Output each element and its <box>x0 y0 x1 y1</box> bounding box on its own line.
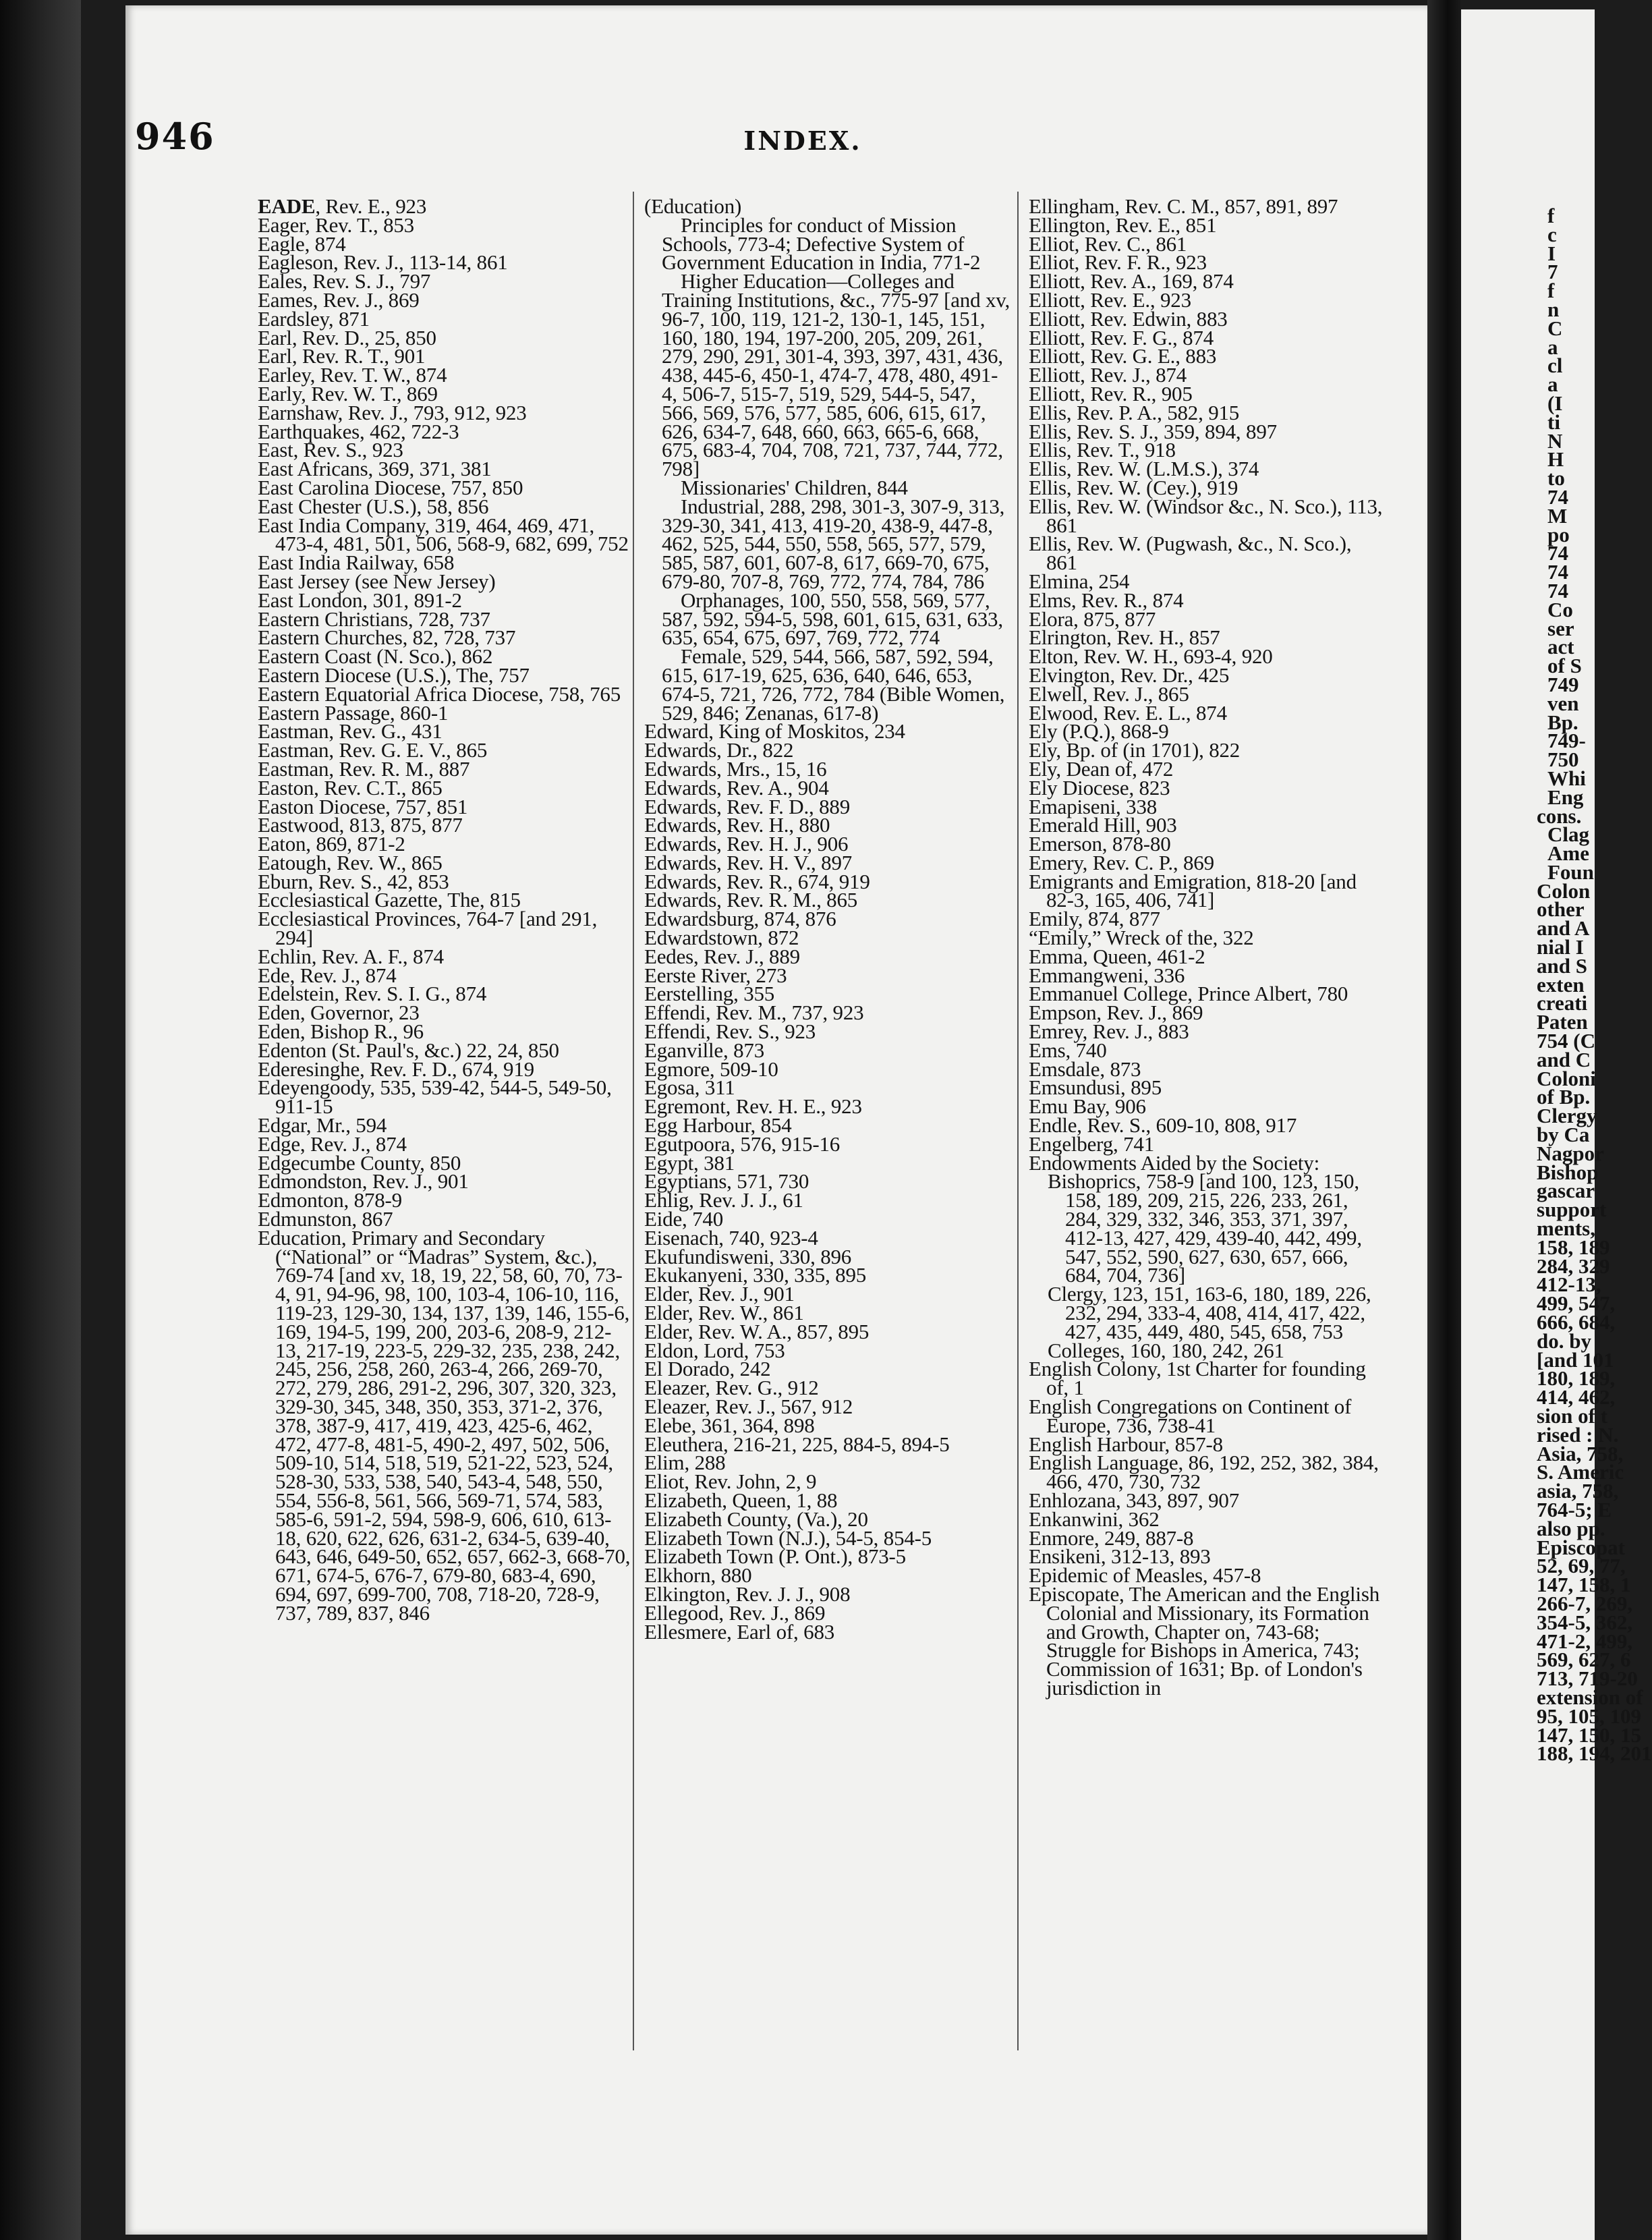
index-entry: Eaton, 869, 871-2 <box>258 832 405 856</box>
index-entry: EADE, Rev. E., 923 <box>258 194 427 218</box>
facing-page-line: C <box>1547 316 1563 340</box>
index-entry: Higher Education—Colleges and Training Institutions, &c., 775-97 [and xv, 96-7, 100, 119, 121-2, 130-1, 145, 151, 160, 180, 194, 197-200, 205, 209, 261, 279, 290, 291, 301-4, 393, 397, 431, 436, 438, 445-6, 450-1, 474-7, 478, 480, 491-4, 506-7, 515-7, 519, 529, 544-5, 547, 566, 569, 576, 577, 585, 606, 615, 617, 626, 634-7, 648, 660, 663, 665-6, 668, 675, 683-4, 704, 708, 721, 737, 744, 772, 798] <box>662 269 1010 481</box>
facing-page-line: 74 <box>1547 541 1568 565</box>
scan-edge-dark-band <box>0 0 81 2240</box>
facing-page-line: of Bp. <box>1537 1085 1591 1109</box>
facing-page-line: 95, 105, 109 <box>1537 1704 1641 1728</box>
book-gutter <box>1427 0 1461 2240</box>
index-entry: East Jersey (see New Jersey) <box>258 569 496 593</box>
facing-page-line: f <box>1547 204 1555 227</box>
index-entry: Ellis, Rev. W. (Windsor &c., N. Sco.), 113, 861 <box>1029 494 1383 537</box>
index-entry: Eleazer, Rev. G., 912 <box>644 1376 819 1400</box>
index-entry: Egyptians, 571, 730 <box>644 1169 809 1194</box>
index-entry: Emmangweni, 336 <box>1029 963 1185 987</box>
facing-page-line: 499, 547, <box>1537 1291 1616 1316</box>
index-entry: Egremont, Rev. H. E., 923 <box>644 1094 862 1119</box>
facing-page-line: a <box>1547 335 1558 359</box>
index-entry: Engelberg, 741 <box>1029 1131 1155 1156</box>
index-entry: Ely Diocese, 823 <box>1029 775 1170 800</box>
index-entry: Elora, 875, 877 <box>1029 607 1156 631</box>
facing-page-line: 754 (C <box>1537 1029 1595 1053</box>
index-entry: Eastern Equatorial Africa Diocese, 758, 765 <box>258 681 621 706</box>
facing-page-line: f <box>1547 279 1555 303</box>
facing-page-line: 7 <box>1547 260 1558 284</box>
facing-page-line: 147, 150, 15 <box>1537 1723 1641 1747</box>
index-entry: Elliott, Rev. Edwin, 883 <box>1029 306 1228 331</box>
facing-page-line: H <box>1547 447 1564 472</box>
facing-page-line: cl <box>1547 354 1563 378</box>
index-entry: Clergy, 123, 151, 163-6, 180, 189, 226, 232, 294, 333-4, 408, 414, 417, 422, 427, 435, 449, 480, 545, 658, 753 <box>1048 1282 1371 1343</box>
facing-page-line: exten <box>1537 972 1585 997</box>
facing-page-line: n <box>1547 297 1560 321</box>
index-entry: Emerson, 878-80 <box>1029 832 1171 856</box>
index-entry: Eagle, 874 <box>258 231 346 256</box>
index-entry: Orphanages, 100, 550, 558, 569, 577, 587, 592, 594-5, 598, 601, 615, 631, 633, 635, 654, 675, 697, 769, 772, 774 <box>662 588 1003 650</box>
index-entry: Colleges, 160, 180, 242, 261 <box>1048 1338 1284 1362</box>
index-entry: Elwell, Rev. J., 865 <box>1029 681 1189 706</box>
index-entry: Egg Harbour, 854 <box>644 1113 792 1138</box>
facing-page-line: Foun <box>1547 860 1594 884</box>
index-entry: Ely (P.Q.), 868-9 <box>1029 719 1169 744</box>
facing-page-line: a <box>1547 372 1558 397</box>
index-entry: Ellingham, Rev. C. M., 857, 891, 897 <box>1029 194 1338 218</box>
index-entry: Enmore, 249, 887-8 <box>1029 1525 1194 1550</box>
index-entry: Endowments Aided by the Society: <box>1029 1150 1319 1175</box>
index-entry: Eliot, Rev. John, 2, 9 <box>644 1469 817 1494</box>
index-entry: Ely, Dean of, 472 <box>1029 756 1174 781</box>
facing-page-line: nial I <box>1537 935 1584 959</box>
index-entry: Eerste River, 273 <box>644 963 787 987</box>
facing-page-line: Whi <box>1547 766 1586 790</box>
facing-page-line: Clag <box>1547 822 1589 847</box>
index-entry: Ely, Bp. of (in 1701), 822 <box>1029 738 1241 762</box>
index-entry: Easton Diocese, 757, 851 <box>258 794 468 818</box>
facing-page-line: 414, 462, <box>1537 1385 1616 1409</box>
index-entry: Eastern Passage, 860-1 <box>258 700 449 725</box>
index-entry: Emery, Rev. C. P., 869 <box>1029 850 1214 874</box>
index-entry: Egmore, 509-10 <box>644 1057 778 1081</box>
index-entry: Edgar, Mr., 594 <box>258 1113 387 1138</box>
column-rule <box>1017 192 1019 2050</box>
index-entry: East, Rev. S., 923 <box>258 438 403 462</box>
index-entry: Eisenach, 740, 923-4 <box>644 1225 818 1250</box>
facing-page-line: 749- <box>1547 729 1586 753</box>
facing-page-line: by Ca <box>1537 1123 1590 1147</box>
index-entry: Bishoprics, 758-9 [and 100, 123, 150, 158, 189, 209, 215, 226, 233, 261, 284, 329, 332, 346, 353, 371, 397, 412-13, 427, 429, 439-40, 442, 499, 547, 552, 590, 627, 630, 657, 666, 684, 704, 736] <box>1048 1169 1362 1287</box>
index-entry: Elliott, Rev. G. E., 883 <box>1029 344 1217 368</box>
index-entry: Earthquakes, 462, 722-3 <box>258 419 459 443</box>
index-entry: Elizabeth Town (N.J.), 54-5, 854-5 <box>644 1525 932 1550</box>
facing-page-line: Bp. <box>1547 710 1578 734</box>
column-rule <box>633 192 634 2050</box>
index-entry: Eleazer, Rev. J., 567, 912 <box>644 1395 853 1418</box>
facing-page-line: 666, 684, <box>1537 1310 1616 1335</box>
index-entry: Eardsley, 871 <box>258 306 370 331</box>
index-entry: Edge, Rev. J., 874 <box>258 1131 407 1156</box>
index-entry: Eedes, Rev. J., 889 <box>644 944 800 968</box>
index-entry: Elms, Rev. R., 874 <box>1029 588 1184 612</box>
index-entry: English Congregations on Continent of Europe, 736, 738-41 <box>1029 1395 1352 1437</box>
index-entry: Emrey, Rev. J., 883 <box>1029 1019 1189 1044</box>
index-entry: Emigrants and Emigration, 818-20 [and 82-3, 165, 406, 741] <box>1029 869 1357 912</box>
index-entry: Edwardsburg, 874, 876 <box>644 907 836 931</box>
index-entry: Episcopate, The American and the English Colonial and Missionary, its Formation and Growth, Chapter on, 743-68; Struggle for Bishops in America, 743; Commission of 1631; Bp. of London's jurisdiction in <box>1029 1581 1379 1700</box>
facing-page-line: Asia, 758, <box>1537 1441 1624 1465</box>
index-entry: Elliott, Rev. A., 169, 874 <box>1029 269 1234 293</box>
index-entry: Earley, Rev. T. W., 874 <box>258 363 447 387</box>
facing-page-line: S. Americ <box>1537 1460 1624 1484</box>
facing-page-line: po <box>1547 522 1570 547</box>
index-entry: Eastern Diocese (U.S.), The, 757 <box>258 663 530 687</box>
index-entry: Ellis, Rev. W. (Pugwash, &c., N. Sco.), 861 <box>1029 532 1352 575</box>
facing-page-line: [and 101 <box>1537 1347 1614 1372</box>
index-entry: Elrington, Rev. H., 857 <box>1029 625 1220 650</box>
index-entry: Eatough, Rev. W., 865 <box>258 850 443 874</box>
facing-page-line: asia, 758, <box>1537 1479 1619 1503</box>
index-entry: English Harbour, 857-8 <box>1029 1432 1223 1456</box>
index-entry: Elliott, Rev. E., 923 <box>1029 287 1191 312</box>
index-entry: Elizabeth County, (Va.), 20 <box>644 1507 868 1531</box>
index-entry: East India Railway, 658 <box>258 551 455 575</box>
facing-page-line: 354-5, 362, <box>1537 1610 1633 1634</box>
facing-page-line: 749 <box>1547 672 1579 696</box>
index-entry: Eden, Bishop R., 96 <box>258 1019 424 1044</box>
index-entry: Edgecumbe County, 850 <box>258 1150 461 1175</box>
facing-page-line: rised : N. <box>1537 1422 1619 1447</box>
facing-page-line: cons. <box>1537 804 1582 828</box>
facing-page-line: do. by <box>1537 1328 1591 1353</box>
index-entry: Eldon, Lord, 753 <box>644 1338 785 1362</box>
index-entry: Edwards, Rev. R. M., 865 <box>644 888 858 912</box>
index-entry: Ellis, Rev. W. (L.M.S.), 374 <box>1029 457 1259 481</box>
index-entry: Elkington, Rev. J. J., 908 <box>644 1581 851 1606</box>
facing-page-line: (I <box>1547 391 1563 415</box>
index-entry: Emma, Queen, 461-2 <box>1029 944 1205 968</box>
index-entry: Edenton (St. Paul's, &c.) 22, 24, 850 <box>258 1038 559 1062</box>
index-entry: Elliott, Rev. R., 905 <box>1029 381 1193 405</box>
index-entry: Elvington, Rev. Dr., 425 <box>1029 663 1230 687</box>
index-entry: Elmina, 254 <box>1029 569 1130 593</box>
index-entry: Edmunston, 867 <box>258 1207 393 1231</box>
index-entry: Earl, Rev. R. T., 901 <box>258 344 426 368</box>
facing-page-line: 471-2, 499, <box>1537 1629 1633 1653</box>
facing-page-line: ser <box>1547 616 1574 640</box>
facing-page-line: 158, 189 <box>1537 1235 1610 1259</box>
index-entry: Eastwood, 813, 875, 877 <box>258 813 463 837</box>
index-entry: Elliott, Rev. J., 874 <box>1029 363 1187 387</box>
index-entry: Eerstelling, 355 <box>644 982 775 1006</box>
index-entry: Edwards, Dr., 822 <box>644 738 794 762</box>
index-entry: Eames, Rev. J., 869 <box>258 287 420 312</box>
index-column-1 <box>258 194 632 1625</box>
facing-page-line: 74 <box>1547 560 1568 584</box>
facing-page-line: 74 <box>1547 484 1568 509</box>
facing-page-line: Colon <box>1537 878 1591 903</box>
facing-page-line: Bishop <box>1537 1160 1599 1184</box>
page-number: 946 <box>135 115 215 158</box>
index-entry: Ellis, Rev. W. (Cey.), 919 <box>1029 475 1238 499</box>
index-entry: Ems, 740 <box>1029 1038 1107 1062</box>
index-entry: Education, Primary and Secondary (“National” or “Madras” System, &c.), 769-74 [and xv, 18, 19, 22, 58, 60, 70, 73-4, 91, 94-96, 98, 100, 103-4, 106-10, 116, 119-23, 129-30, 134, 137, 139, 146, 155-6, 169, 194-5, 199, 200, 203-6, 208-9, 212-13, 217-19, 223-5, 229-32, 235, 238, 242, 245, 256, 258, 260, 263-4, 266, 269-70, 272, 279, 286, 291-2, 296, 307, 320, 323, 329-30, 345, 348, 350, 353, 371-2, 376, 378, 387-9, 417, 419, 423, 425-6, 462, 472, 477-8, 481-5, 490-2, 497, 502, 506, 509-10, 514, 518, 519, 521-22, 523, 524, 528-30, 533, 538, 540, 543-4, 548, 550, 554, 556-8, 561, 566, 569-71, 574, 583, 585-6, 591-2, 594, 598-9, 606, 610, 613-18, 620, 622, 626, 631-2, 634-5, 639-40, 643, 646, 649-50, 652, 657, 662-3, 668-70, 671, 674-5, 676-7, 679-80, 683-4, 690, 694, 697, 699-700, 708, 718-20, 728-9, 737, 789, 837, 846 <box>258 1225 631 1625</box>
index-entry: Effendi, Rev. S., 923 <box>644 1019 816 1044</box>
facing-page-line: 147, 158, 1 <box>1537 1573 1631 1597</box>
index-entry: Ellegood, Rev. J., 869 <box>644 1600 826 1625</box>
facing-page-line: ti <box>1547 410 1560 434</box>
index-entry: Ekufundisweni, 330, 896 <box>644 1244 852 1268</box>
facing-page-line: creati <box>1537 991 1588 1015</box>
index-entry: Egutpoora, 576, 915-16 <box>644 1131 841 1156</box>
index-entry: Eburn, Rev. S., 42, 853 <box>258 869 449 893</box>
facing-page-line: 180, 189, <box>1537 1366 1616 1391</box>
index-entry: Elizabeth Town (P. Ont.), 873-5 <box>644 1544 906 1569</box>
index-entry: Early, Rev. W. T., 869 <box>258 381 438 405</box>
index-entry: Elton, Rev. W. H., 693-4, 920 <box>1029 644 1273 669</box>
facing-page-line: N <box>1547 428 1563 453</box>
facing-page-line: Episcopat <box>1537 1535 1625 1559</box>
index-entry: Edwards, Rev. H., 880 <box>644 813 830 837</box>
facing-page-line: and S <box>1537 953 1587 978</box>
index-entry: Missionaries' Children, 844 <box>681 475 908 499</box>
index-entry: Edwards, Rev. A., 904 <box>644 775 829 800</box>
facing-page-line: 412-13, <box>1537 1272 1601 1297</box>
index-entry: Ekukanyeni, 330, 335, 895 <box>644 1263 867 1287</box>
index-entry: East Carolina Diocese, 757, 850 <box>258 475 523 499</box>
index-entry: Ecclesiastical Gazette, The, 815 <box>258 888 521 912</box>
index-entry: East India Company, 319, 464, 469, 471, 473-4, 481, 501, 506, 568-9, 682, 699, 752 <box>258 513 629 556</box>
facing-page-line: also pp. <box>1537 1516 1605 1540</box>
facing-page-line: Eng <box>1547 785 1584 809</box>
index-entry: Eastern Christians, 728, 737 <box>258 607 490 631</box>
running-head: INDEX. <box>743 125 862 156</box>
facing-page-line: Paten <box>1537 1010 1588 1034</box>
index-entry: Edmondston, Rev. J., 901 <box>258 1169 469 1194</box>
index-entry: Elkhorn, 880 <box>644 1563 752 1588</box>
index-entry: Eastern Coast (N. Sco.), 862 <box>258 644 493 669</box>
facing-page-line: ven <box>1547 691 1579 715</box>
facing-page-line: of S <box>1547 654 1582 678</box>
facing-page-line: 764-5; E <box>1537 1497 1612 1521</box>
index-entry: Edwards, Rev. R., 674, 919 <box>644 869 870 893</box>
facing-page-line: Nagpor <box>1537 1141 1604 1165</box>
index-entry: Elim, 288 <box>644 1451 726 1475</box>
index-entry: East London, 301, 891-2 <box>258 588 462 612</box>
index-entry: Endle, Rev. S., 609-10, 808, 917 <box>1029 1113 1297 1138</box>
index-entry: Elliot, Rev. F. R., 923 <box>1029 250 1207 275</box>
index-entry: Elliot, Rev. C., 861 <box>1029 231 1187 256</box>
index-entry: Emerald Hill, 903 <box>1029 813 1177 837</box>
index-entry: Emapiseni, 338 <box>1029 794 1158 818</box>
index-entry: Ellis, Rev. T., 918 <box>1029 438 1176 462</box>
facing-page-line: other <box>1537 897 1585 922</box>
index-entry: Edward, King of Moskitos, 234 <box>644 719 905 744</box>
index-entry: Ellesmere, Earl of, 683 <box>644 1619 835 1644</box>
facing-page-line: and A <box>1537 916 1590 941</box>
index-entry: Elder, Rev. J., 901 <box>644 1282 795 1306</box>
index-entry: Eager, Rev. T., 853 <box>258 213 414 237</box>
index-entry: Eide, 740 <box>644 1207 724 1231</box>
index-column-2 <box>644 194 1012 1644</box>
index-entry: Edmonton, 878-9 <box>258 1188 402 1212</box>
facing-page-line: 569, 627, 6 <box>1537 1648 1631 1672</box>
index-entry: Ede, Rev. J., 874 <box>258 963 397 987</box>
index-entry: Eastman, Rev. G., 431 <box>258 719 443 744</box>
index-entry: Edwardstown, 872 <box>644 926 799 950</box>
facing-page-text <box>1461 204 1652 1766</box>
index-entry: Eleuthera, 216-21, 225, 884-5, 894-5 <box>644 1432 950 1456</box>
index-entry: Eales, Rev. S. J., 797 <box>258 269 431 293</box>
facing-page-line: 750 <box>1547 748 1579 772</box>
index-entry: Principles for conduct of Mission Schools, 773-4; Defective System of Government Education in India, 771-2 <box>662 213 981 275</box>
index-entry: Emsundusi, 895 <box>1029 1075 1162 1100</box>
index-entry: Enkanwini, 362 <box>1029 1507 1160 1531</box>
index-entry: Emsdale, 873 <box>1029 1057 1141 1081</box>
index-entry: Edeyengoody, 535, 539-42, 544-5, 549-50, 911-15 <box>258 1075 612 1119</box>
index-entry: Edelstein, Rev. S. I. G., 874 <box>258 982 487 1006</box>
index-entry: Effendi, Rev. M., 737, 923 <box>644 1001 864 1025</box>
facing-page-line: 284, 329 <box>1537 1254 1610 1278</box>
index-entry: (Education) <box>644 194 742 218</box>
index-entry: Elliott, Rev. F. G., 874 <box>1029 325 1214 349</box>
facing-page-line: sion of t <box>1537 1404 1608 1428</box>
index-entry: “Emily,” Wreck of the, 322 <box>1029 926 1254 950</box>
index-entry: Elebe, 361, 364, 898 <box>644 1413 815 1437</box>
facing-page-line: and C <box>1537 1047 1591 1071</box>
index-entry: Empson, Rev. J., 869 <box>1029 1001 1203 1025</box>
index-entry: Emily, 874, 877 <box>1029 907 1160 931</box>
index-entry: Industrial, 288, 298, 301-3, 307-9, 313, 329-30, 341, 413, 419-20, 438-9, 447-8, 462, 525, 544, 550, 558, 565, 577, 579, 585, 587, 601, 607-8, 617, 669-70, 675, 679-80, 707-8, 769, 772, 774, 784, 786 <box>662 494 1005 593</box>
index-entry: Emu Bay, 906 <box>1029 1094 1146 1119</box>
facing-page-line: support <box>1537 1198 1607 1222</box>
facing-page-line: 52, 69, 77, <box>1537 1554 1626 1578</box>
index-entry: Eastern Churches, 82, 728, 737 <box>258 625 516 650</box>
index-entry: English Language, 86, 192, 252, 382, 384, 466, 470, 730, 732 <box>1029 1451 1379 1494</box>
index-entry: Egosa, 311 <box>644 1075 735 1100</box>
index-entry: Eden, Governor, 23 <box>258 1001 420 1025</box>
index-entry: Egypt, 381 <box>644 1150 735 1175</box>
facing-page-line: gascar <box>1537 1179 1595 1203</box>
index-entry: Eastman, Rev. R. M., 887 <box>258 756 470 781</box>
index-entry: Edwards, Rev. F. D., 889 <box>644 794 850 818</box>
index-entry: Easton, Rev. C.T., 865 <box>258 775 443 800</box>
facing-page-line: 188, 194, 201 <box>1537 1741 1652 1766</box>
index-entry: Ellis, Rev. S. J., 359, 894, 897 <box>1029 419 1277 443</box>
index-entry: Ellis, Rev. P. A., 582, 915 <box>1029 400 1240 424</box>
index-entry: Eastman, Rev. G. E. V., 865 <box>258 738 488 762</box>
facing-page-line: to <box>1547 466 1565 491</box>
index-entry: Earnshaw, Rev. J., 793, 912, 923 <box>258 400 527 424</box>
index-entry: Ecclesiastical Provinces, 764-7 [and 291, 294] <box>258 907 598 950</box>
facing-page-line: ments, <box>1537 1216 1595 1241</box>
index-entry: Edwards, Mrs., 15, 16 <box>644 756 827 781</box>
index-entry: El Dorado, 242 <box>644 1357 771 1381</box>
index-entry: East Chester (U.S.), 58, 856 <box>258 494 489 518</box>
index-entry: Elder, Rev. W. A., 857, 895 <box>644 1319 870 1343</box>
index-entry: Ensikeni, 312-13, 893 <box>1029 1544 1211 1569</box>
index-entry: Edwards, Rev. H. J., 906 <box>644 832 849 856</box>
index-entry: Echlin, Rev. A. F., 874 <box>258 944 444 968</box>
facing-page-line: I <box>1547 241 1556 265</box>
index-entry: Epidemic of Measles, 457-8 <box>1029 1563 1261 1588</box>
index-entry: Eganville, 873 <box>644 1038 764 1062</box>
facing-page-line: Co <box>1547 597 1573 621</box>
index-entry: East Africans, 369, 371, 381 <box>258 457 492 481</box>
index-entry: Eagleson, Rev. J., 113-14, 861 <box>258 250 508 275</box>
index-entry: Emmanuel College, Prince Albert, 780 <box>1029 982 1348 1006</box>
facing-page-line: act <box>1547 635 1574 659</box>
facing-page-line: M <box>1547 503 1568 528</box>
index-entry: Ederesinghe, Rev. F. D., 674, 919 <box>258 1057 534 1081</box>
facing-page-line: 266-7, 269, <box>1537 1591 1633 1615</box>
index-entry: Edwards, Rev. H. V., 897 <box>644 850 853 874</box>
facing-page-line: 713, 719-20 <box>1537 1667 1638 1691</box>
index-entry: Elder, Rev. W., 861 <box>644 1301 804 1325</box>
facing-page-line: c <box>1547 222 1557 246</box>
index-entry: English Colony, 1st Charter for founding of, 1 <box>1029 1357 1366 1400</box>
facing-page-line: extension of <box>1537 1685 1643 1709</box>
facing-page-line: 74 <box>1547 578 1568 603</box>
index-entry: Ellington, Rev. E., 851 <box>1029 213 1217 237</box>
index-entry: Elwood, Rev. E. L., 874 <box>1029 700 1227 725</box>
index-column-3 <box>1029 194 1383 1700</box>
index-entry: Ehlig, Rev. J. J., 61 <box>644 1188 803 1212</box>
facing-page-line: Coloni <box>1537 1066 1596 1090</box>
index-entry: Elizabeth, Queen, 1, 88 <box>644 1488 838 1512</box>
facing-page-line: Ame <box>1547 841 1589 866</box>
index-entry: Female, 529, 544, 566, 587, 592, 594, 615, 617-19, 625, 636, 640, 646, 653, 674-5, 721, 726, 772, 784 (Bible Women, 529, 846; Zenanas, 617-8) <box>662 644 1005 725</box>
index-entry: Earl, Rev. D., 25, 850 <box>258 325 436 349</box>
facing-page-line: Clergy <box>1537 1104 1597 1128</box>
facing-page-edge <box>1461 9 1652 2240</box>
index-entry: Enhlozana, 343, 897, 907 <box>1029 1488 1240 1512</box>
